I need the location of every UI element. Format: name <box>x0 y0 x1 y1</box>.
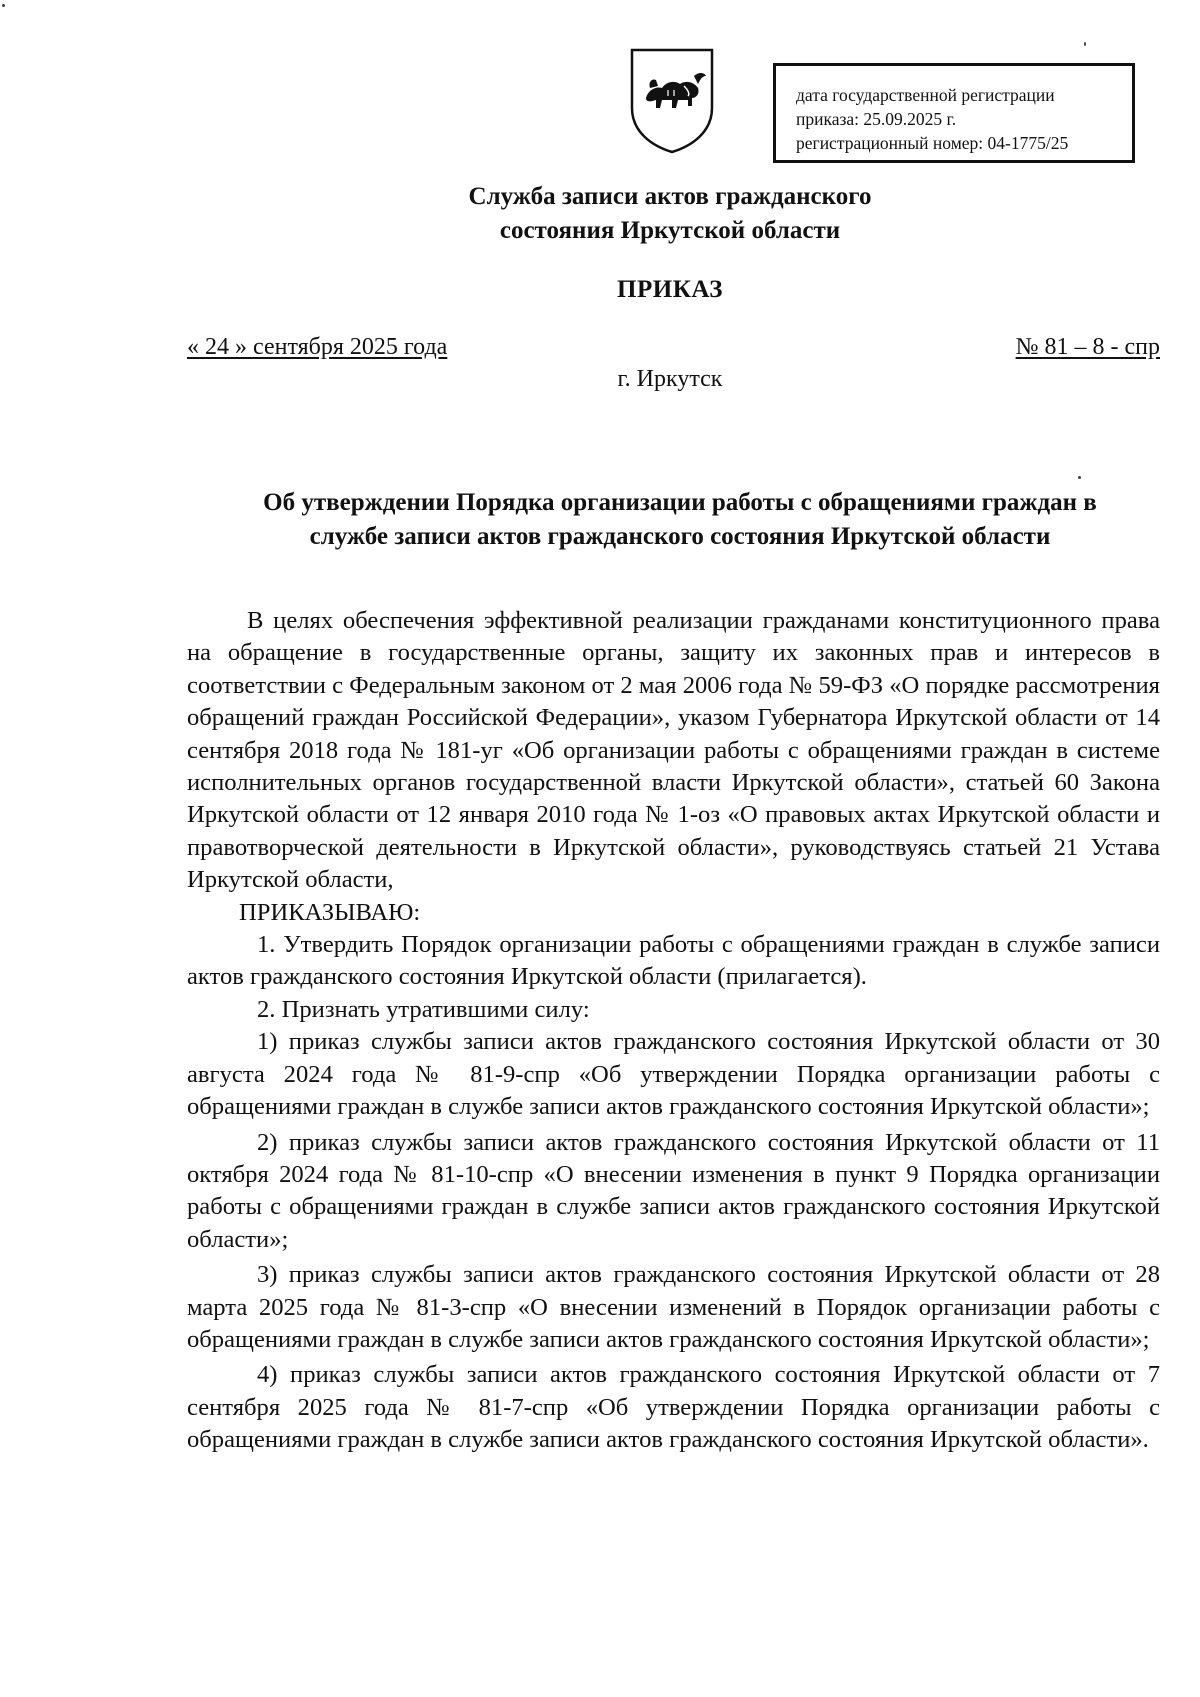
registration-number: регистрационный номер: 04-1775/25 <box>796 133 1069 153</box>
coat-of-arms-icon <box>628 46 716 154</box>
repealed-order-3: 3) приказ службы записи актов гражданского состояния Иркутской области от 28 марта 2025 года № 81-3-спр «О внесении изменений в Порядок организации работы с обращениями граждан в службе записи актов гражданского состояния Иркутской области»; <box>187 1261 1160 1353</box>
organization-title-line2: состояния Иркутской области <box>499 217 841 244</box>
scan-artifact <box>1084 42 1086 46</box>
order-body <box>187 605 1160 1460</box>
order-subject <box>200 486 1160 554</box>
order-item-2: 2. Признать утратившими силу: <box>257 995 590 1023</box>
order-item-1: 1. Утвердить Порядок организации работы с обращениями граждан в службе записи актов гражданского состояния Иркутской области (прилагается). <box>187 931 1160 991</box>
registration-date: приказа: 25.09.2025 г. <box>796 109 957 129</box>
organization-title <box>0 180 1200 248</box>
registration-stamp <box>773 63 1135 163</box>
order-keyword: ПРИКАЗЫВАЮ: <box>239 898 421 926</box>
scan-artifact <box>1078 476 1081 479</box>
scan-artifact <box>2 4 5 7</box>
organization-title-line1: Служба записи актов гражданского <box>468 183 872 210</box>
order-date: « 24 » сентября 2025 года <box>187 334 448 360</box>
document-type: ПРИКАЗ <box>617 276 723 303</box>
repealed-order-1: 1) приказ службы записи актов гражданского состояния Иркутской области от 30 августа 2024 года № 81-9-спр «Об утверждении Порядка организации работы с обращениями граждан в службе записи актов гражданского состояния Иркутской области»; <box>187 1028 1160 1121</box>
preamble-paragraph: В целях обеспечения эффективной реализации гражданами конституционного права на обращение в государственные органы, защиту их законных прав и интересов в соответствии с Федеральным законом от 2 мая 2006 года № 59-ФЗ «О порядке рассмотрения обращений граждан Российской Федерации», указом Губернатора Иркутской области от 14 сентября 2018 года № 181-уг «Об организации работы с обращениями граждан в системе исполнительных органов государственной власти Иркутской области», статьей 60 Закона Иркутской области от 12 января 2010 года № 1-оз «О правовых актах Иркутской области и правотворческой деятельности в Иркутской области», руководствуясь статьей 21 Устава Иркутской области, <box>187 607 1160 894</box>
order-number: № 81 – 8 - спр <box>1015 334 1160 360</box>
repealed-order-4: 4) приказ службы записи актов гражданского состояния Иркутской области от 7 сентября 2025 года № 81-7-спр «Об утверждении Порядка организации работы с обращениями граждан в службе записи актов гражданского состояния Иркутской области». <box>187 1361 1160 1454</box>
repealed-order-2: 2) приказ службы записи актов гражданского состояния Иркутской области от 11 октября 2024 года № 81-10-спр «О внесении изменения в пункт 9 Порядка организации работы с обращениями граждан в службе записи актов гражданского состояния Иркутской области»; <box>187 1128 1160 1253</box>
registration-date-label: дата государственной регистрации <box>796 85 1055 105</box>
city: г. Иркутск <box>617 366 723 392</box>
order-subject-line2: службе записи актов гражданского состояния Иркутской области <box>309 523 1051 550</box>
order-subject-line1: Об утверждении Порядка организации работы с обращениями граждан в <box>263 489 1097 516</box>
